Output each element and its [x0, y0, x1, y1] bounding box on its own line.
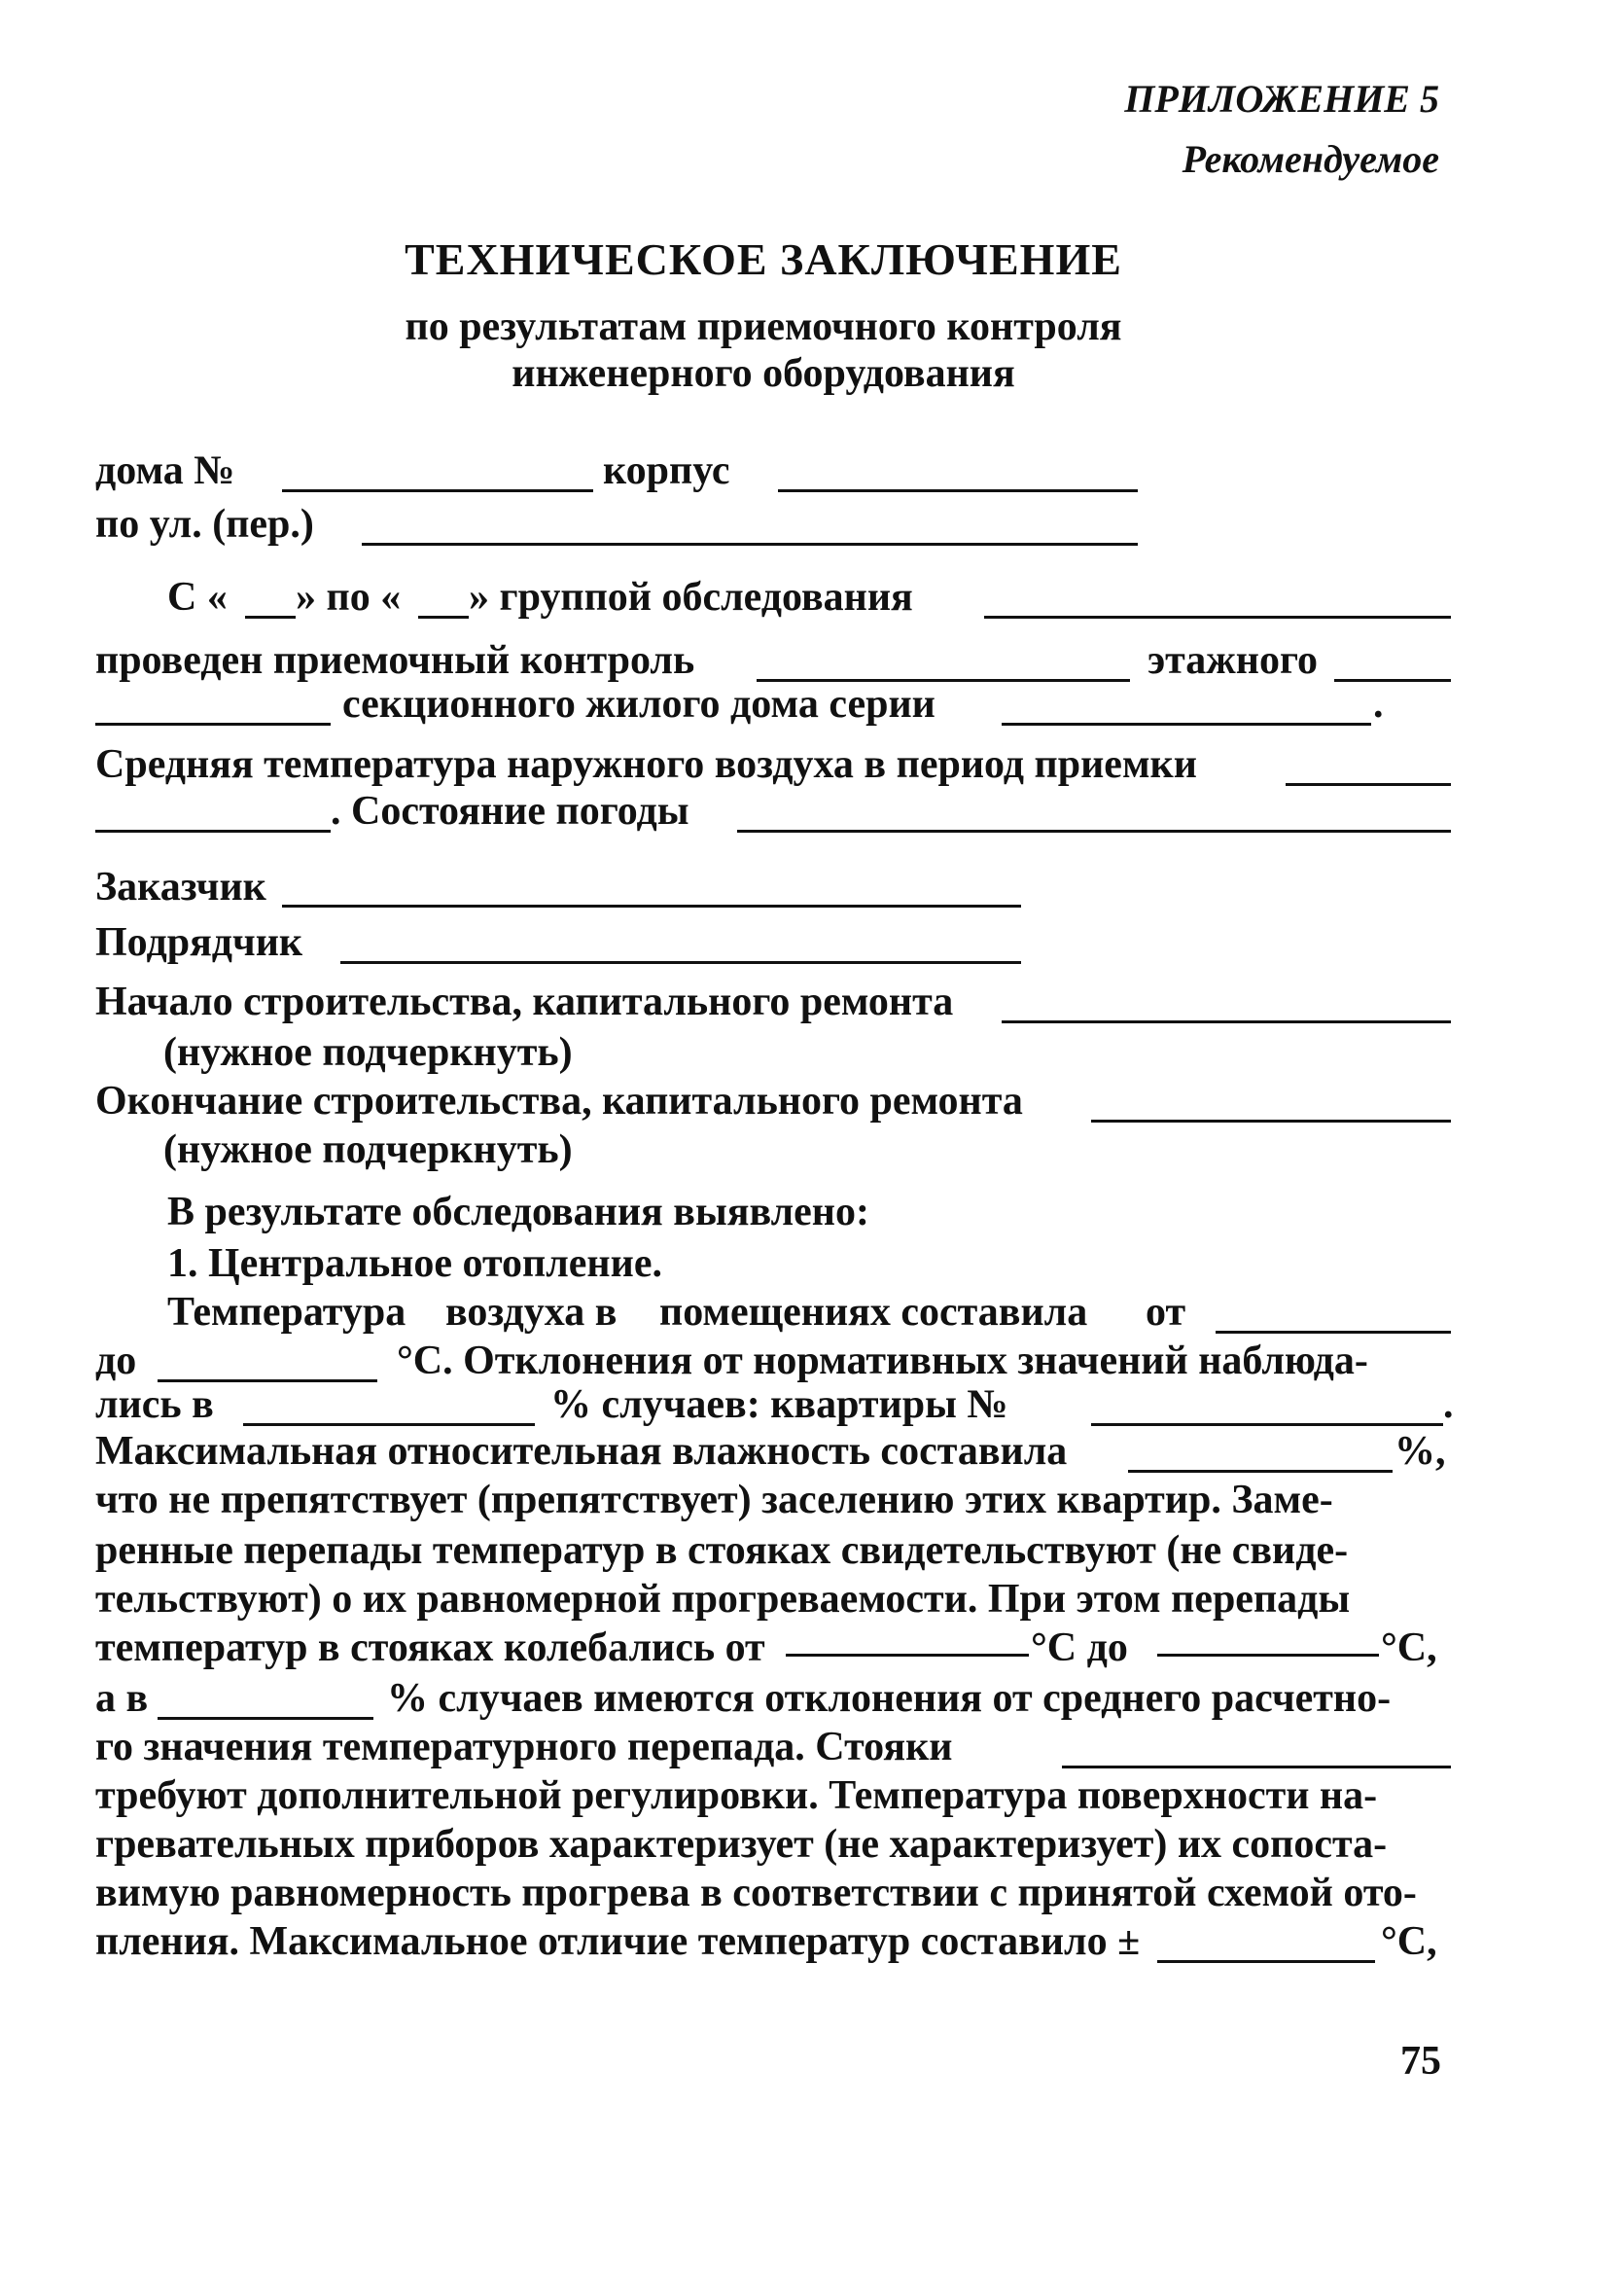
- body-l3-c: .: [1443, 1382, 1454, 1427]
- date-from-prefix: С «: [167, 575, 228, 620]
- appendix-status: Рекомендуемое: [1182, 137, 1439, 181]
- air-temp-from-field[interactable]: [1216, 1331, 1451, 1334]
- riser-temp-from-field[interactable]: [786, 1654, 1029, 1657]
- contractor-field[interactable]: [340, 961, 1021, 964]
- body-l4-a: Максимальная относительная влажность составила: [95, 1429, 1068, 1474]
- body-l1-a: Температура: [167, 1290, 406, 1335]
- section-heading: 1. Центральное отопление.: [167, 1241, 662, 1286]
- underline-note-start: (нужное подчеркнуть): [163, 1030, 573, 1075]
- outdoor-temperature-field[interactable]: [1286, 783, 1451, 786]
- contractor-label: Подрядчик: [95, 920, 303, 965]
- humidity-field[interactable]: [1128, 1470, 1393, 1473]
- outdoor-temperature-label: Средняя температура наружного воздуха в период приемки: [95, 742, 1197, 787]
- riser-deviation-percent-field[interactable]: [158, 1717, 373, 1720]
- floors-label: этажного: [1147, 638, 1318, 683]
- date-from-suffix: » по «: [296, 575, 402, 620]
- construction-end-label: Окончание строительства, капитального ремонта: [95, 1079, 1023, 1124]
- survey-group-label: » группой обследования: [469, 575, 913, 620]
- deviation-percent-field[interactable]: [243, 1423, 535, 1426]
- street-field[interactable]: [362, 543, 1138, 546]
- body-l2-b: °С. Отклонения от нормативных значений наблюда-: [397, 1339, 1368, 1383]
- survey-group-field[interactable]: [984, 616, 1451, 619]
- page-number: 75: [1400, 2039, 1441, 2084]
- sections-label: секционного жилого дома серии: [342, 682, 936, 727]
- date-from-field[interactable]: [245, 616, 296, 619]
- customer-field[interactable]: [282, 905, 1021, 908]
- body-l8-c: °С,: [1381, 1625, 1437, 1670]
- body-l9-a: а в: [95, 1676, 149, 1721]
- street-label: по ул. (пер.): [95, 502, 314, 547]
- weather-field[interactable]: [737, 830, 1451, 833]
- body-l1-d: от: [1146, 1290, 1186, 1335]
- body-l1-c: помещениях составила: [659, 1290, 1088, 1335]
- house-number-label: дома №: [95, 448, 235, 493]
- underline-note-end: (нужное подчеркнуть): [163, 1127, 573, 1172]
- apartments-field[interactable]: [1091, 1423, 1443, 1426]
- body-l3-a: лись в: [95, 1382, 214, 1427]
- floors-field[interactable]: [1334, 679, 1451, 682]
- appendix-label: ПРИЛОЖЕНИЕ 5: [1124, 77, 1439, 121]
- series-field[interactable]: [1002, 723, 1371, 726]
- riser-temp-to-field[interactable]: [1157, 1654, 1379, 1657]
- body-l12: гревательных приборов характеризует (не характеризует) их сопоста-: [95, 1822, 1388, 1867]
- construction-start-label: Начало строительства, капитального ремонта: [95, 980, 954, 1024]
- building-field[interactable]: [778, 489, 1138, 492]
- body-l13: вимую равномерность прогрева в соответствии с принятой схемой ото-: [95, 1871, 1417, 1915]
- body-l1-b: воздуха в: [445, 1290, 618, 1335]
- document-subtitle-line-1: по результатам приемочного контроля: [405, 304, 1122, 349]
- result-heading: В результате обследования выявлено:: [167, 1190, 869, 1234]
- body-l3-b: % случаев: квартиры №: [550, 1382, 1008, 1427]
- weather-label: . Состояние погоды: [331, 789, 689, 834]
- body-l8-b: °С до: [1031, 1625, 1128, 1670]
- body-l11: требуют дополнительной регулировки. Температура поверхности на-: [95, 1773, 1378, 1818]
- outdoor-temperature-field-continued[interactable]: [95, 830, 331, 833]
- document-subtitle-line-2: инженерного оборудования: [512, 351, 1015, 396]
- building-label: корпус: [603, 448, 730, 493]
- body-l6: ренные перепады температур в стояках свидетельствуют (не свиде-: [95, 1528, 1349, 1573]
- control-label: проведен приемочный контроль: [95, 638, 695, 683]
- max-temp-difference-field[interactable]: [1157, 1960, 1375, 1963]
- body-l5: что не препятствует (препятствует) заселению этих квартир. Заме-: [95, 1478, 1333, 1522]
- body-l8-a: температур в стояках колебались от: [95, 1625, 765, 1670]
- risers-field[interactable]: [1062, 1766, 1451, 1768]
- body-l7: тельствуют) о их равномерной прогреваемости. При этом перепады: [95, 1577, 1351, 1622]
- body-l14-a: пления. Максимальное отличие температур составило ±: [95, 1919, 1141, 1964]
- customer-label: Заказчик: [95, 865, 266, 910]
- body-l10: го значения температурного перепада. Стояки: [95, 1725, 953, 1769]
- document-title: ТЕХНИЧЕСКОЕ ЗАКЛЮЧЕНИЕ: [405, 234, 1122, 284]
- construction-start-field[interactable]: [1002, 1020, 1451, 1023]
- sections-field[interactable]: [95, 723, 331, 726]
- date-to-field[interactable]: [418, 616, 469, 619]
- construction-end-field[interactable]: [1091, 1120, 1451, 1123]
- body-l14-b: °С,: [1381, 1919, 1437, 1964]
- body-l2-a: до: [95, 1339, 137, 1383]
- body-l4-b: %,: [1395, 1429, 1446, 1474]
- series-period: .: [1373, 682, 1384, 727]
- house-number-field[interactable]: [282, 489, 593, 492]
- body-l9-b: % случаев имеются отклонения от среднего расчетно-: [387, 1676, 1392, 1721]
